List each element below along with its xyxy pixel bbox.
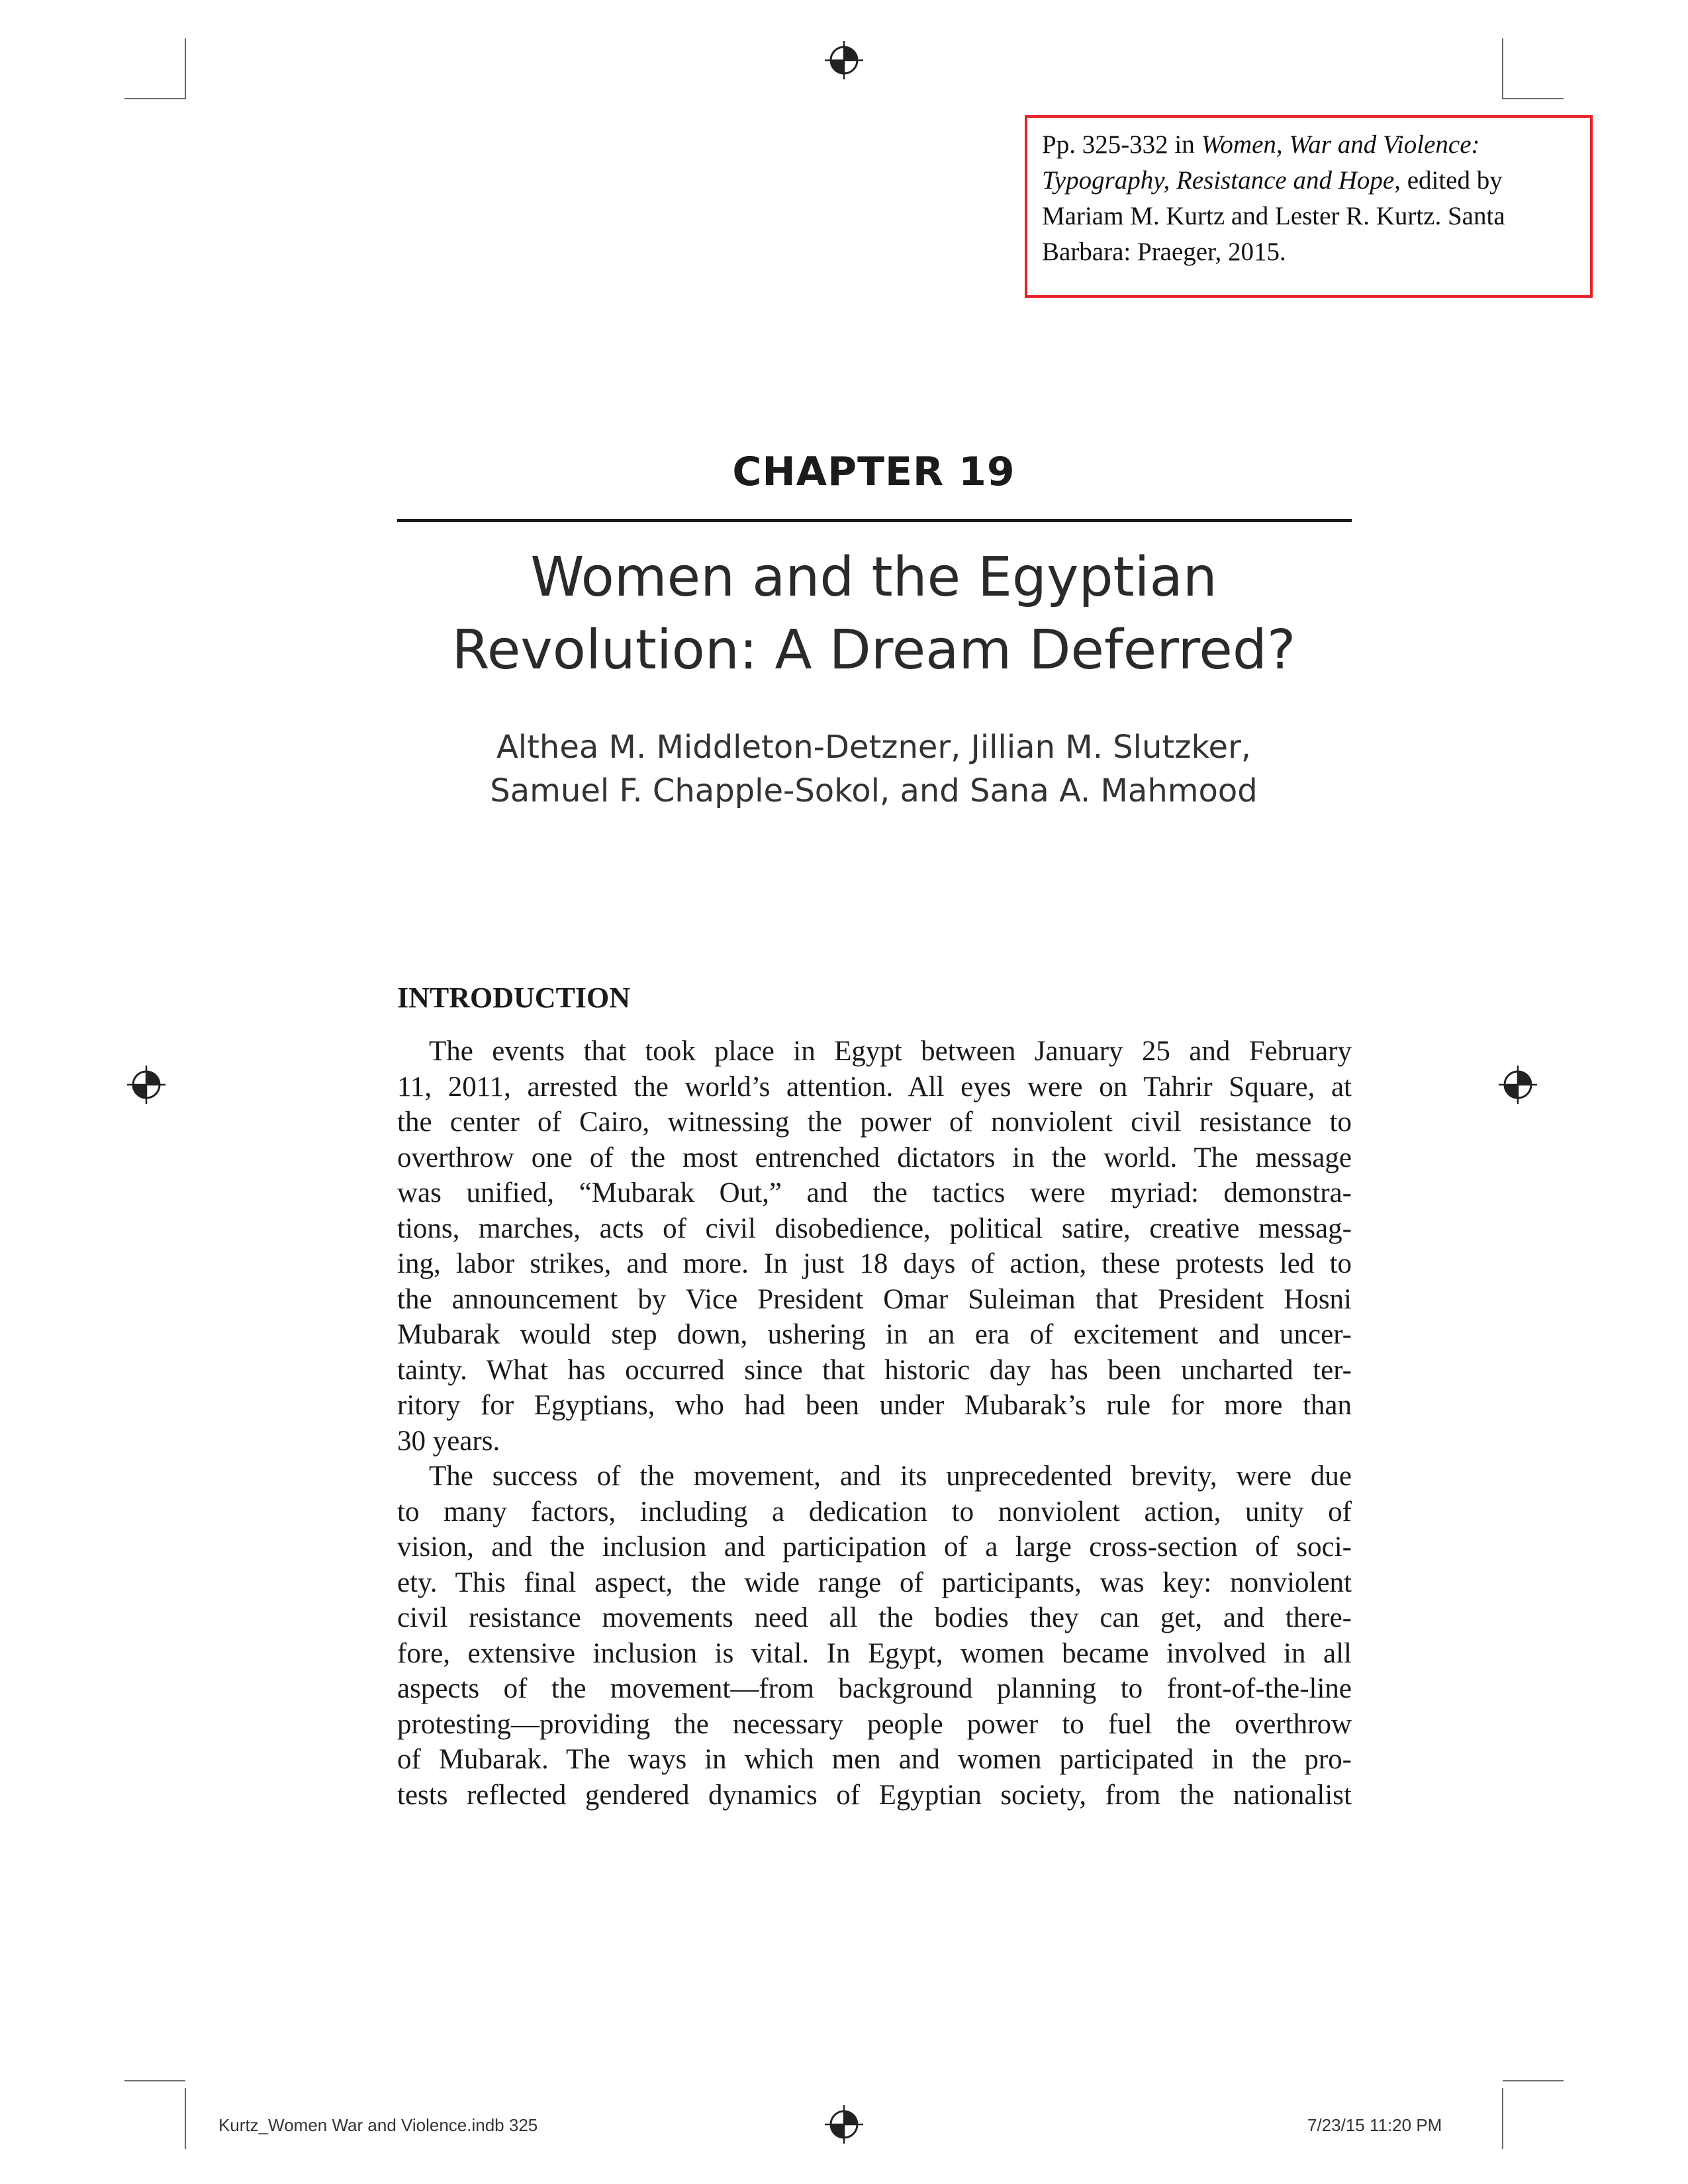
registration-mark-icon — [825, 2105, 863, 2144]
citation-line: Mariam M. Kurtz and Lester R. Kurtz. Santa — [1042, 202, 1505, 230]
body-line: of Mubarak. The ways in which men and women participated in the pro- — [397, 1744, 1352, 1775]
body-line: protesting—providing the necessary people power to fuel the overthrow — [397, 1708, 1352, 1740]
chapter-title-line: Women and the Egyptian — [530, 546, 1217, 609]
body-line: to many factors, including a dedication to nonviolent action, unity of — [397, 1496, 1352, 1527]
crop-mark — [1503, 98, 1564, 99]
section-heading: INTRODUCTION — [397, 981, 631, 1014]
body-line: ety. This final aspect, the wide range of participants, was key: nonviolent — [397, 1567, 1352, 1598]
body-line: ing, labor strikes, and more. In just 18 days of action, these protests led to — [397, 1248, 1352, 1279]
registration-mark-icon — [127, 1066, 165, 1104]
body-line: vision, and the inclusion and participation of a large cross-section of soci- — [397, 1531, 1352, 1563]
citation-box — [1025, 115, 1593, 298]
citation-line: Pp. 325-332 in Women, War and Violence: — [1042, 130, 1480, 159]
body-line: tainty. What has occurred since that historic day has been uncharted ter- — [397, 1354, 1352, 1386]
crop-mark — [185, 2088, 186, 2149]
slug-file-name: Kurtz_Women War and Violence.indb 325 — [218, 2115, 538, 2135]
body-line: was unified, “Mubarak Out,” and the tactics were myriad: demonstra- — [397, 1177, 1352, 1208]
author-line: Samuel F. Chapple-Sokol, and Sana A. Mahmood — [490, 772, 1258, 809]
crop-mark — [1503, 2080, 1564, 2081]
body-line: The success of the movement, and its unprecedented brevity, were due — [429, 1461, 1352, 1492]
body-line: tions, marches, acts of civil disobedience, political satire, creative messag- — [397, 1212, 1352, 1244]
chapter-rule — [397, 519, 1352, 522]
registration-mark-icon — [1499, 1066, 1537, 1104]
registration-mark-icon — [825, 41, 863, 79]
chapter-label: CHAPTER 19 — [732, 449, 1015, 495]
author-line: Althea M. Middleton-Detzner, Jillian M. Slutzker, — [496, 729, 1252, 766]
body-line: Mubarak would step down, ushering in an era of excitement and uncer- — [397, 1319, 1352, 1350]
citation-line: Typography, Resistance and Hope, edited by — [1042, 166, 1503, 195]
chapter-title-line: Revolution: A Dream Deferred? — [451, 619, 1296, 682]
body-line: 11, 2011, arrested the world’s attention. All eyes were on Tahrir Square, at — [397, 1071, 1352, 1103]
crop-mark — [1502, 38, 1503, 99]
chapter-authors — [331, 725, 1417, 813]
body-line: civil resistance movements need all the bodies they can get, and there- — [397, 1602, 1352, 1633]
citation-line: Barbara: Praeger, 2015. — [1042, 238, 1286, 266]
crop-mark — [124, 2080, 185, 2081]
body-line: fore, extensive inclusion is vital. In Egypt, women became involved in all — [397, 1637, 1352, 1669]
crop-mark — [1502, 2088, 1503, 2149]
body-line: tests reflected gendered dynamics of Egyptian society, from the nationalist — [397, 1779, 1352, 1811]
body-line: aspects of the movement—from background planning to front-of-the-line — [397, 1673, 1352, 1704]
body-text — [397, 1034, 1352, 1813]
body-line: The events that took place in Egypt between January 25 and February — [429, 1036, 1352, 1067]
slug-timestamp: 7/23/15 11:20 PM — [1307, 2115, 1442, 2135]
body-line: 30 years. — [397, 1425, 500, 1457]
body-line: the announcement by Vice President Omar Suleiman that President Hosni — [397, 1283, 1352, 1315]
body-line: overthrow one of the most entrenched dictators in the world. The message — [397, 1142, 1352, 1173]
body-line: the center of Cairo, witnessing the power of nonviolent civil resistance to — [397, 1107, 1352, 1138]
chapter-title — [331, 541, 1417, 687]
crop-mark — [185, 38, 186, 99]
crop-mark — [124, 98, 185, 99]
body-line: ritory for Egyptians, who had been under Mubarak’s rule for more than — [397, 1390, 1352, 1421]
